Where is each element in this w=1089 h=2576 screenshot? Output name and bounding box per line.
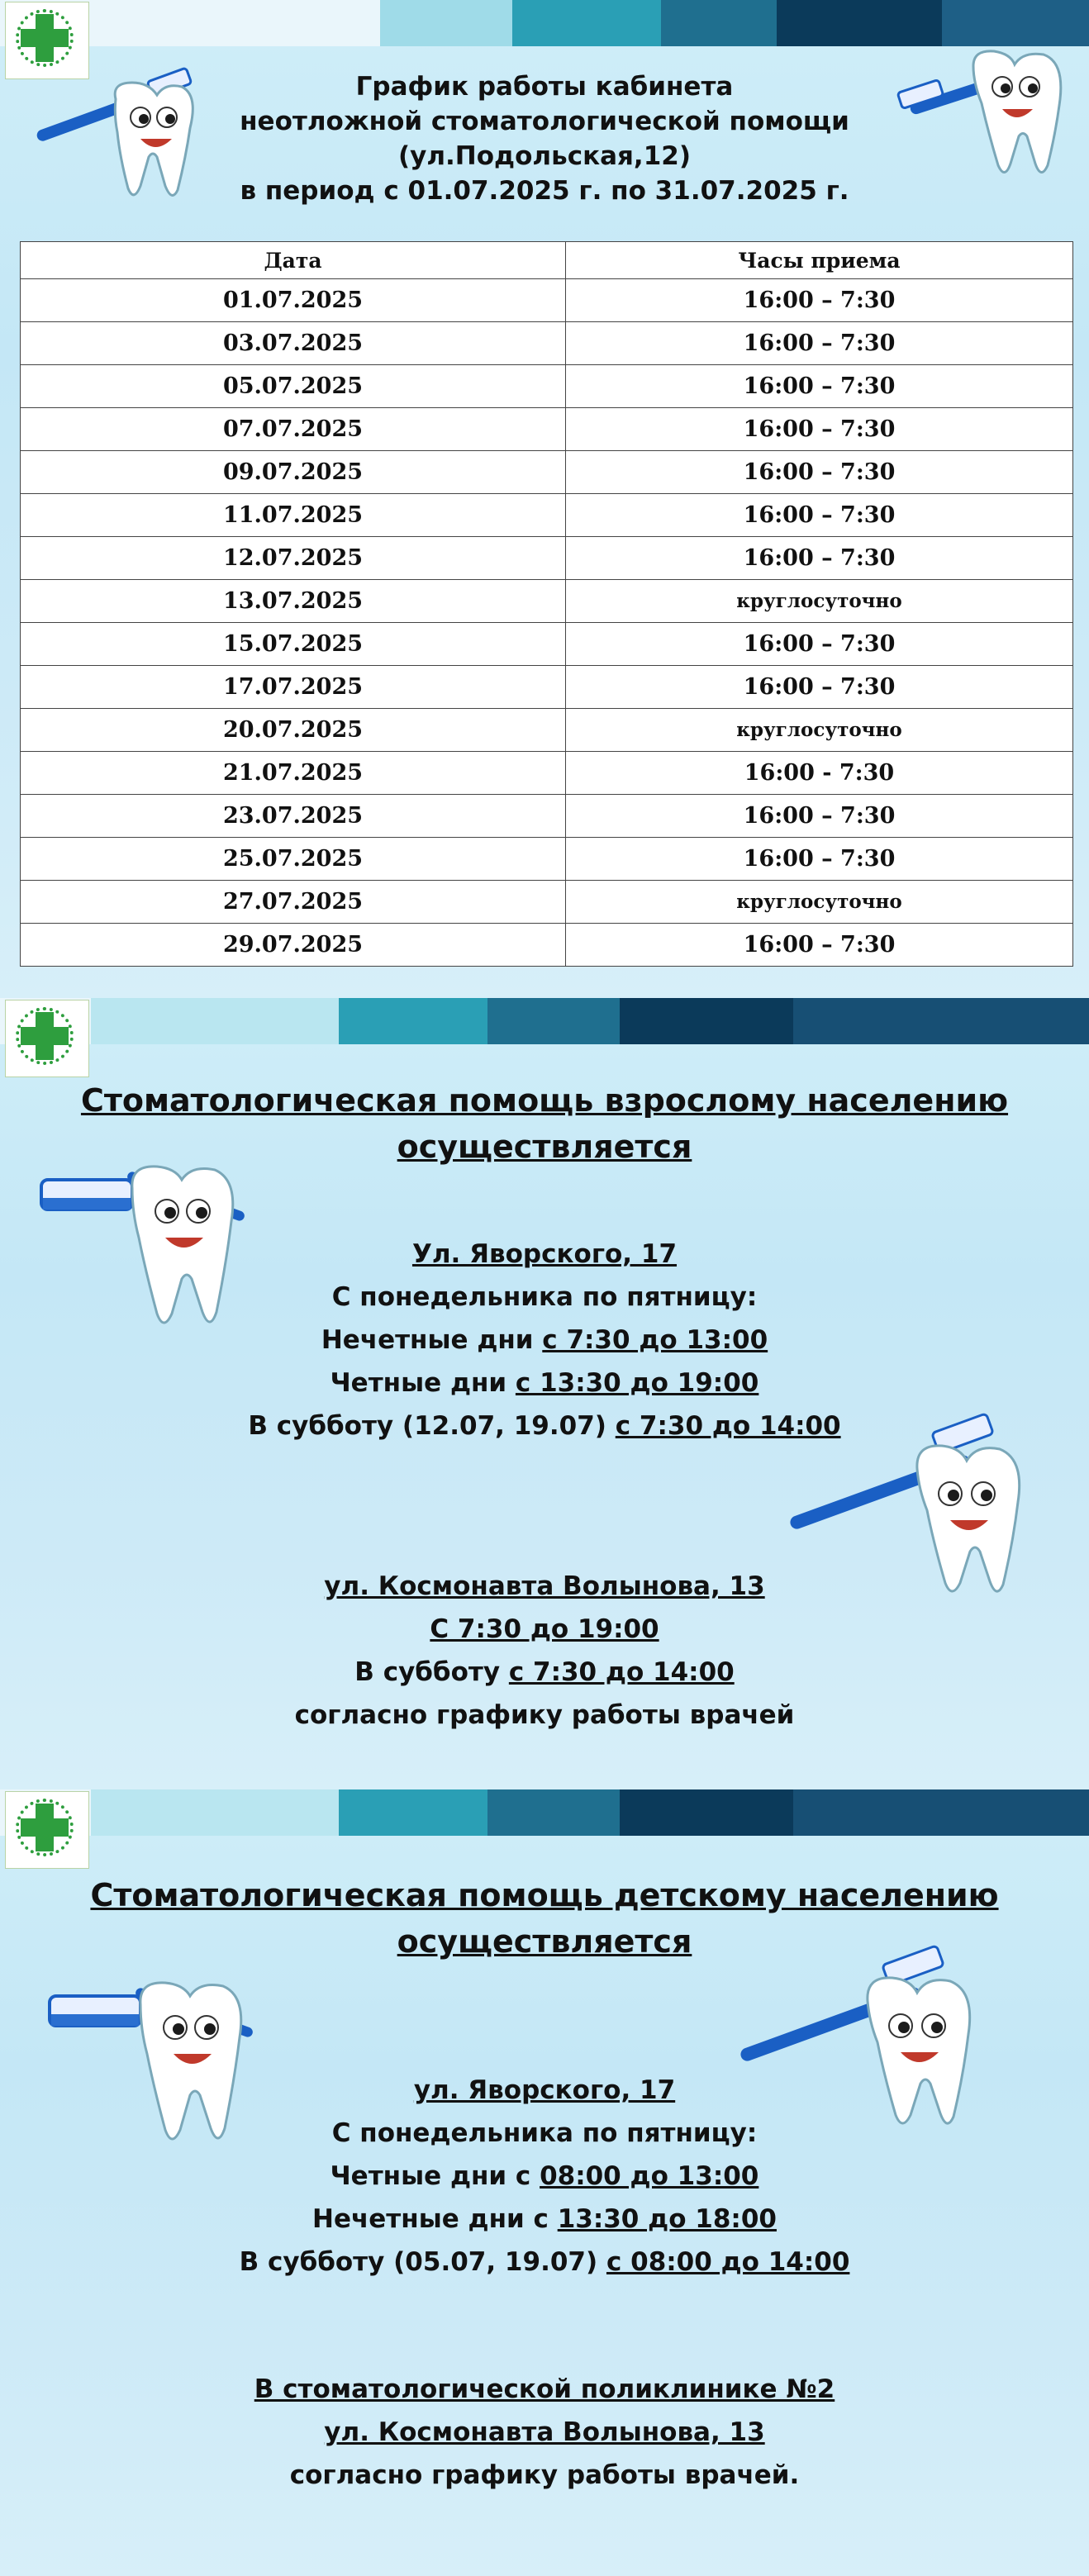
adult-odd-label: Нечетные дни xyxy=(321,1325,543,1355)
children-heading-line-2: осуществляется xyxy=(397,1923,692,1960)
clinic-logo xyxy=(5,1791,89,1869)
column-header-hours: Часы приема xyxy=(566,242,1073,279)
schedule-date-cell: 11.07.2025 xyxy=(21,494,566,537)
schedule-hours-cell: 16:00 – 7:30 xyxy=(566,924,1073,967)
schedule-date-cell: 20.07.2025 xyxy=(21,709,566,752)
schedule-hours-cell: круглосуточно xyxy=(566,881,1073,924)
schedule-date-cell: 03.07.2025 xyxy=(21,322,566,365)
adult-volynova-hours xyxy=(0,1565,1089,1737)
children-address-2: ул. Космонавта Волынова, 13 xyxy=(324,2417,765,2447)
children-odd-time: 13:30 до 18:00 xyxy=(557,2204,777,2234)
schedule-date-cell: 05.07.2025 xyxy=(21,365,566,408)
schedule-date-cell: 12.07.2025 xyxy=(21,537,566,580)
adult-address-1: Ул. Яворского, 17 xyxy=(411,1239,678,1269)
children-weekdays: С понедельника по пятницу: xyxy=(331,2118,758,2148)
clinic-logo xyxy=(5,1000,89,1077)
adult-saturday-time: с 7:30 до 14:00 xyxy=(615,1411,841,1441)
adult-address-2: ул. Космонавта Волынова, 13 xyxy=(324,1571,765,1601)
schedule-hours-cell: круглосуточно xyxy=(566,709,1073,752)
schedule-hours-cell: 16:00 – 7:30 xyxy=(566,408,1073,451)
table-row xyxy=(21,537,1073,580)
schedule-hours-cell: 16:00 – 7:30 xyxy=(566,666,1073,709)
emergency-schedule-panel xyxy=(0,0,1089,998)
adult-saturday2-label: В субботу xyxy=(354,1657,509,1687)
schedule-date-cell: 01.07.2025 xyxy=(21,279,566,322)
table-row xyxy=(21,752,1073,795)
schedule-date-cell: 15.07.2025 xyxy=(21,623,566,666)
children-even-time: 08:00 до 13:00 xyxy=(540,2161,759,2191)
adult-heading-line-1: Стоматологическая помощь взрослому населению xyxy=(80,1082,1009,1119)
title-line-1: График работы кабинета xyxy=(355,72,734,102)
schedule-date-cell: 21.07.2025 xyxy=(21,752,566,795)
schedule-date-cell: 25.07.2025 xyxy=(21,838,566,881)
table-row xyxy=(21,623,1073,666)
schedule-date-cell: 17.07.2025 xyxy=(21,666,566,709)
schedule-title xyxy=(0,69,1089,208)
schedule-date-cell: 27.07.2025 xyxy=(21,881,566,924)
adult-even-time: с 13:30 до 19:00 xyxy=(515,1368,759,1398)
schedule-hours-cell: 16:00 – 7:30 xyxy=(566,322,1073,365)
column-header-date: Дата xyxy=(21,242,566,279)
schedule-hours-cell: 16:00 – 7:30 xyxy=(566,795,1073,838)
schedule-date-cell: 07.07.2025 xyxy=(21,408,566,451)
table-row xyxy=(21,795,1073,838)
schedule-hours-cell: 16:00 – 7:30 xyxy=(566,838,1073,881)
adult-saturday-label: В субботу (12.07, 19.07) xyxy=(248,1411,616,1441)
schedule-hours-cell: 16:00 - 7:30 xyxy=(566,752,1073,795)
schedule-hours-cell: 16:00 – 7:30 xyxy=(566,365,1073,408)
schedule-hours-cell: 16:00 – 7:30 xyxy=(566,451,1073,494)
children-saturday-label: В субботу (05.07, 19.07) xyxy=(239,2247,606,2277)
schedule-hours-cell: 16:00 – 7:30 xyxy=(566,623,1073,666)
children-care-panel xyxy=(0,1789,1089,2576)
children-address-1: ул. Яворского, 17 xyxy=(413,2075,676,2105)
title-line-3: (ул.Подольская,12) xyxy=(397,141,692,171)
adult-heading-line-2: осуществляется xyxy=(397,1129,692,1165)
children-saturday-time: с 08:00 до 14:00 xyxy=(606,2247,850,2277)
table-header-row xyxy=(21,242,1073,279)
schedule-date-cell: 13.07.2025 xyxy=(21,580,566,623)
schedule-date-cell: 29.07.2025 xyxy=(21,924,566,967)
children-yavorskogo-hours xyxy=(0,2069,1089,2284)
children-odd-label: Нечетные дни с xyxy=(312,2204,558,2234)
adult-hours-2: С 7:30 до 19:00 xyxy=(430,1614,659,1644)
children-heading-line-1: Стоматологическая помощь детскому населению xyxy=(90,1877,999,1913)
schedule-table xyxy=(20,241,1073,967)
table-row xyxy=(21,322,1073,365)
adult-even-label: Четные дни xyxy=(330,1368,516,1398)
children-clinic-info xyxy=(0,2368,1089,2497)
adult-odd-time: с 7:30 до 13:00 xyxy=(542,1325,768,1355)
table-row xyxy=(21,451,1073,494)
children-clinic-name: В стоматологической поликлинике №2 xyxy=(254,2374,835,2404)
schedule-hours-cell: 16:00 – 7:30 xyxy=(566,537,1073,580)
adult-care-panel xyxy=(0,998,1089,1789)
decorative-band xyxy=(0,1789,1089,1836)
title-line-4: в период с 01.07.2025 г. по 31.07.2025 г. xyxy=(240,176,849,206)
schedule-hours-cell: 16:00 – 7:30 xyxy=(566,494,1073,537)
adult-weekdays: С понедельника по пятницу: xyxy=(331,1282,758,1312)
table-row xyxy=(21,408,1073,451)
children-even-label: Четные дни с xyxy=(330,2161,540,2191)
schedule-hours-cell: 16:00 – 7:30 xyxy=(566,279,1073,322)
schedule-date-cell: 23.07.2025 xyxy=(21,795,566,838)
schedule-date-cell: 09.07.2025 xyxy=(21,451,566,494)
title-line-2: неотложной стоматологической помощи xyxy=(240,107,849,136)
adult-saturday2-time: с 7:30 до 14:00 xyxy=(508,1657,735,1687)
table-row xyxy=(21,709,1073,752)
table-row xyxy=(21,279,1073,322)
table-row xyxy=(21,365,1073,408)
children-note: согласно графику работы врачей. xyxy=(289,2460,800,2490)
table-row xyxy=(21,838,1073,881)
adult-note: согласно графику работы врачей xyxy=(294,1700,795,1730)
schedule-hours-cell: круглосуточно xyxy=(566,580,1073,623)
table-row xyxy=(21,666,1073,709)
decorative-band xyxy=(0,998,1089,1044)
table-row xyxy=(21,881,1073,924)
table-row xyxy=(21,494,1073,537)
table-row xyxy=(21,924,1073,967)
table-row xyxy=(21,580,1073,623)
